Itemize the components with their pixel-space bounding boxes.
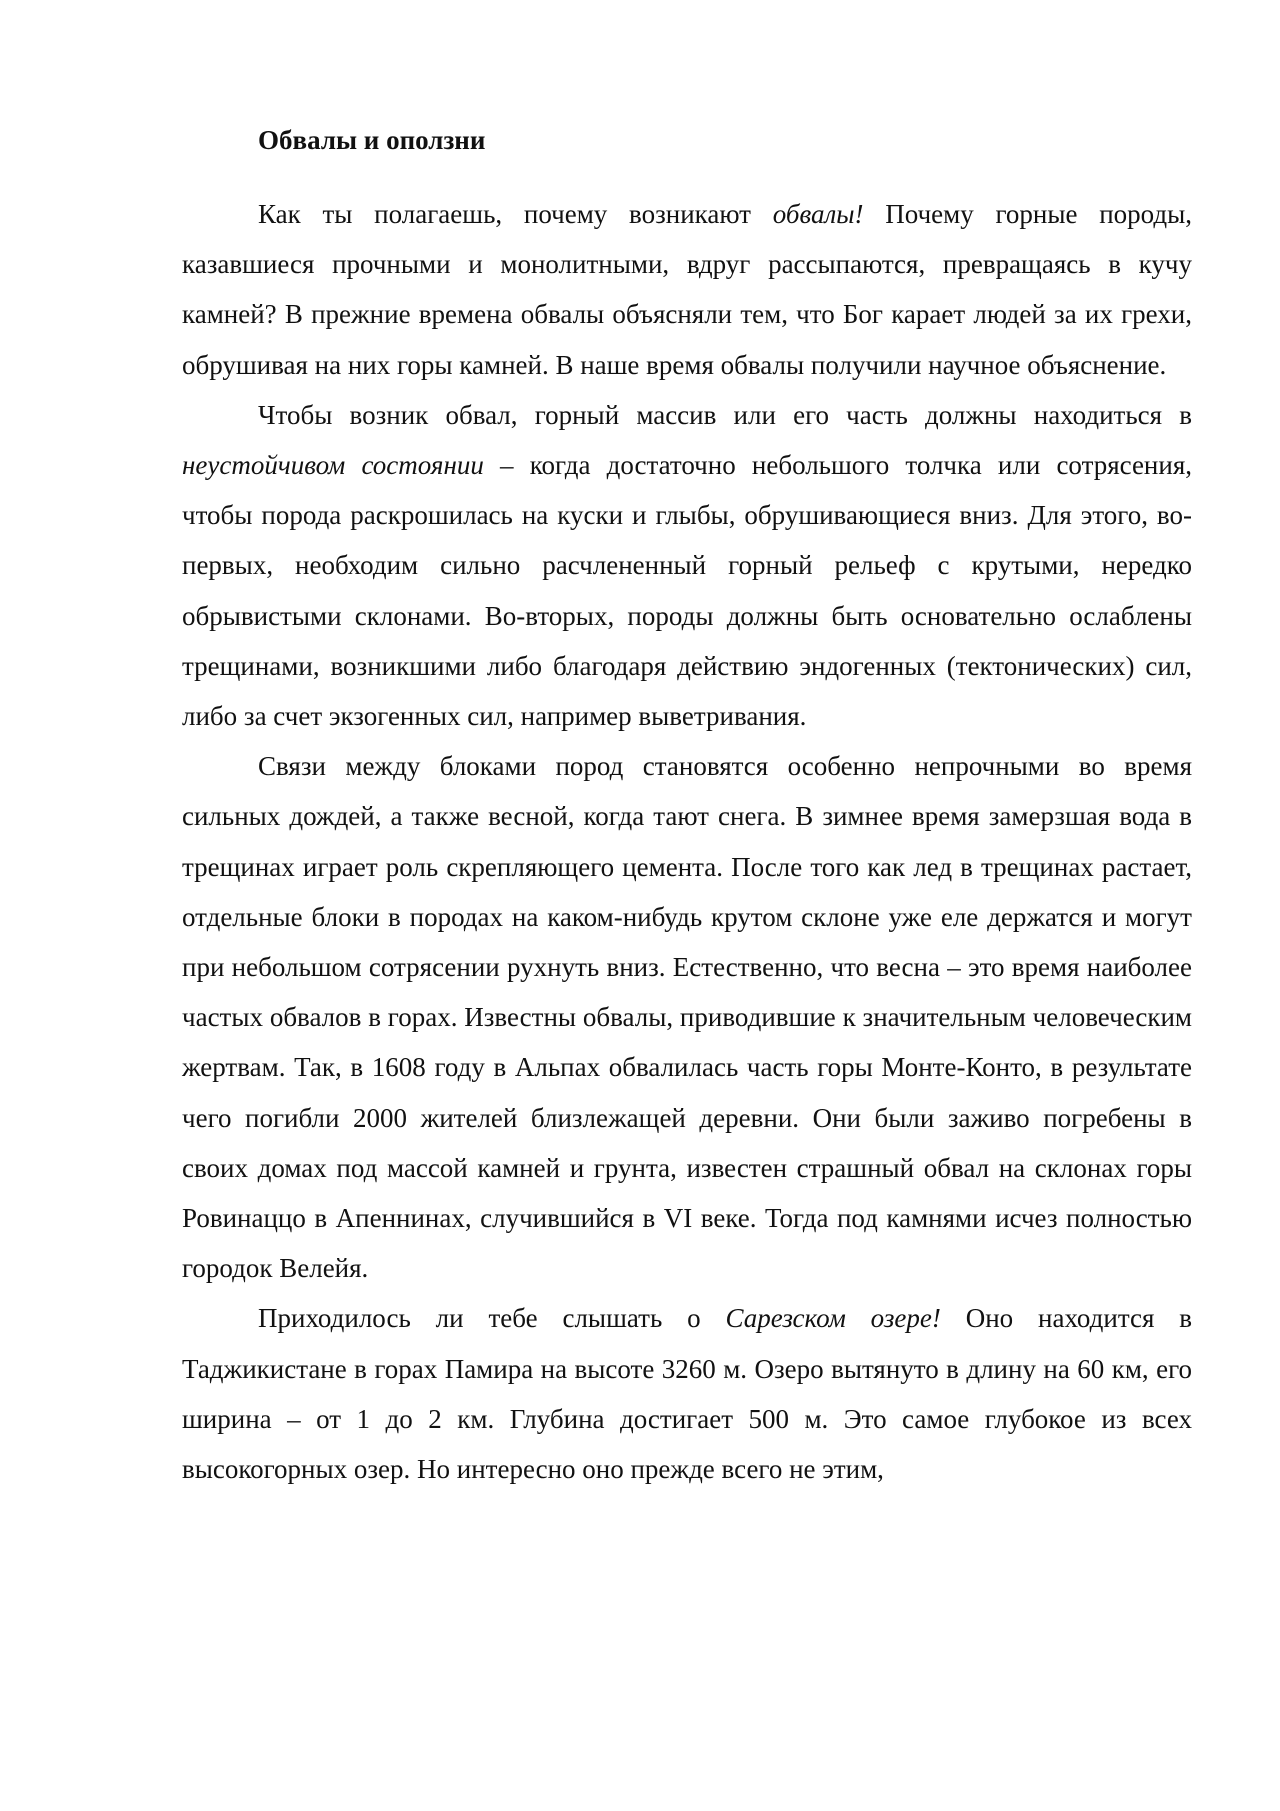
- page-title: Обвалы и оползни: [258, 125, 486, 155]
- paragraph: [182, 1293, 1192, 1494]
- document-body: [182, 118, 1192, 1494]
- text-run: Чтобы возник обвал, горный массив или его часть должны находиться в: [258, 399, 1192, 430]
- italic-term: неустойчивом состоянии: [182, 450, 484, 481]
- text-run: Как ты полагаешь, почему возникают: [258, 199, 773, 229]
- paragraph: [182, 390, 1192, 741]
- text-run: – когда достаточно небольшого толчка или сотрясения, чтобы порода раскрошилась на куски и глыбы, обрушивающиеся вниз. Для этого, во-первых, необходим сильно расчлененный горный рельеф с крутыми, нередко обрывистыми склонами. Во-вторых, породы должны быть основательно ослаблены трещинами, возникшими либо благодаря действию эндогенных (тектонических) сил, либо за счет экзогенных сил, например выветривания.: [182, 450, 1192, 732]
- text-run: Связи между блоками пород становятся особенно непрочными во время сильных дождей, а также весной, когда тают снега. В зимнее время замерзшая вода в трещинах играет роль скрепляющего цемента. После того как лед в трещинах растает, отдельные блоки в породах на каком-нибудь крутом склоне уже еле держатся и могут при небольшом сотрясении рухнуть вниз. Естественно, что весна – это время наиболее частых обвалов в горах. Известны обвалы, приводившие к значительным человеческим жертвам. Так, в 1608 году в Альпах обвалилась часть горы Монте-Конто, в результате чего погибли 2000 жителей близлежащей деревни. Они были заживо погребены в своих домах под массой камней и грунта, известен страшный обвал на склонах горы Ровинаццо в Апеннинах, случившийся в VI веке. Тогда под камнями исчез полностью городок Велейя.: [182, 751, 1192, 1284]
- italic-term: обвалы!: [772, 199, 864, 229]
- italic-term: Сарезском озере!: [725, 1303, 941, 1334]
- text-run: Почему горные породы, казавшиеся прочными и монолитными, вдруг рассыпаются, превращаясь в кучу камней? В прежние времена обвалы объясняли тем, что Бог карает людей за их грехи, обрушивая на них горы камней. В наше время обвалы получили научное объяснение.: [182, 199, 1192, 380]
- paragraph: [182, 189, 1192, 390]
- paragraph: [182, 741, 1192, 1293]
- text-run: Приходилось ли тебе слышать о: [258, 1303, 726, 1334]
- text-run: Оно находится в Таджикистане в горах Памира на высоте 3260 м. Озеро вытянуто в длину на 60 км, его ширина – от 1 до 2 км. Глубина достигает 500 м. Это самое глубокое из всех высокогорных озер. Но интересно оно прежде всего не этим,: [182, 1303, 1192, 1485]
